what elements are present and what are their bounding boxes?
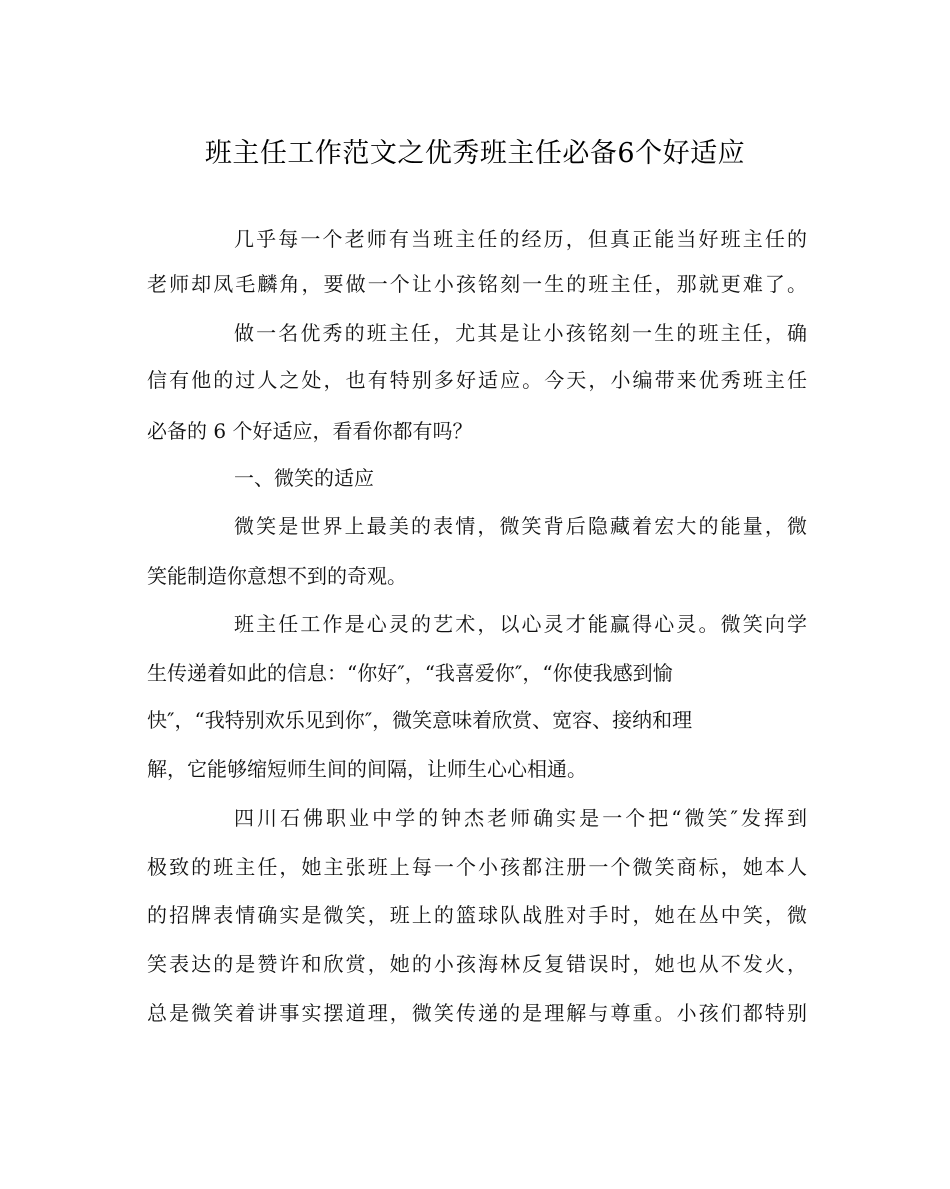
document-title: 班主任工作范文之优秀班主任必备6个好适应: [204, 138, 746, 169]
paragraph-line: 生传递着如此的信息：“你好″，“我喜爱你″，“你使我感到愉: [147, 661, 673, 685]
paragraph-line: 笑能制造你意想不到的奇观。: [147, 564, 407, 588]
paragraph-line: 必备的 6 个好适应，看看你都有吗？: [147, 419, 473, 443]
section-heading: 一、微笑的适应: [234, 466, 374, 490]
paragraph-line: 班主任工作是心灵的艺术，以心灵才能赢得心灵。微笑向学: [234, 612, 807, 636]
paragraph-line: 总是微笑着讲事实摆道理，微笑传递的是理解与尊重。小孩们都特别: [147, 1001, 807, 1025]
paragraph-line: 解，它能够缩短师生间的间隔，让师生心心相通。: [147, 757, 587, 781]
paragraph-line: 做一名优秀的班主任，尤其是让小孩铭刻一生的班主任，确: [234, 321, 807, 345]
paragraph-line: 笑表达的是赞许和欣赏，她的小孩海林反复错误时，她也从不发火，: [147, 952, 807, 976]
paragraph-line: 极致的班主任，她主张班上每一个小孩都注册一个微笑商标，她本人: [147, 855, 807, 879]
paragraph-line: 快″，“我特别欢乐见到你″，微笑意味着欣赏、宽容、接纳和理: [147, 708, 693, 732]
paragraph-line: 四川石佛职业中学的钟杰老师确实是一个把“微笑″发挥到: [234, 806, 807, 830]
paragraph-line: 几乎每一个老师有当班主任的经历，但真正能当好班主任的: [234, 227, 807, 251]
paragraph-line: 的招牌表情确实是微笑，班上的篮球队战胜对手时，她在丛中笑，微: [147, 903, 807, 927]
paragraph-line: 微笑是世界上最美的表情，微笑背后隐藏着宏大的能量，微: [234, 514, 807, 538]
paragraph-line: 信有他的过人之处，也有特别多好适应。今天，小编带来优秀班主任: [147, 368, 807, 392]
paragraph-line: 老师却凤毛麟角，要做一个让小孩铭刻一生的班主任，那就更难了。: [147, 272, 807, 296]
